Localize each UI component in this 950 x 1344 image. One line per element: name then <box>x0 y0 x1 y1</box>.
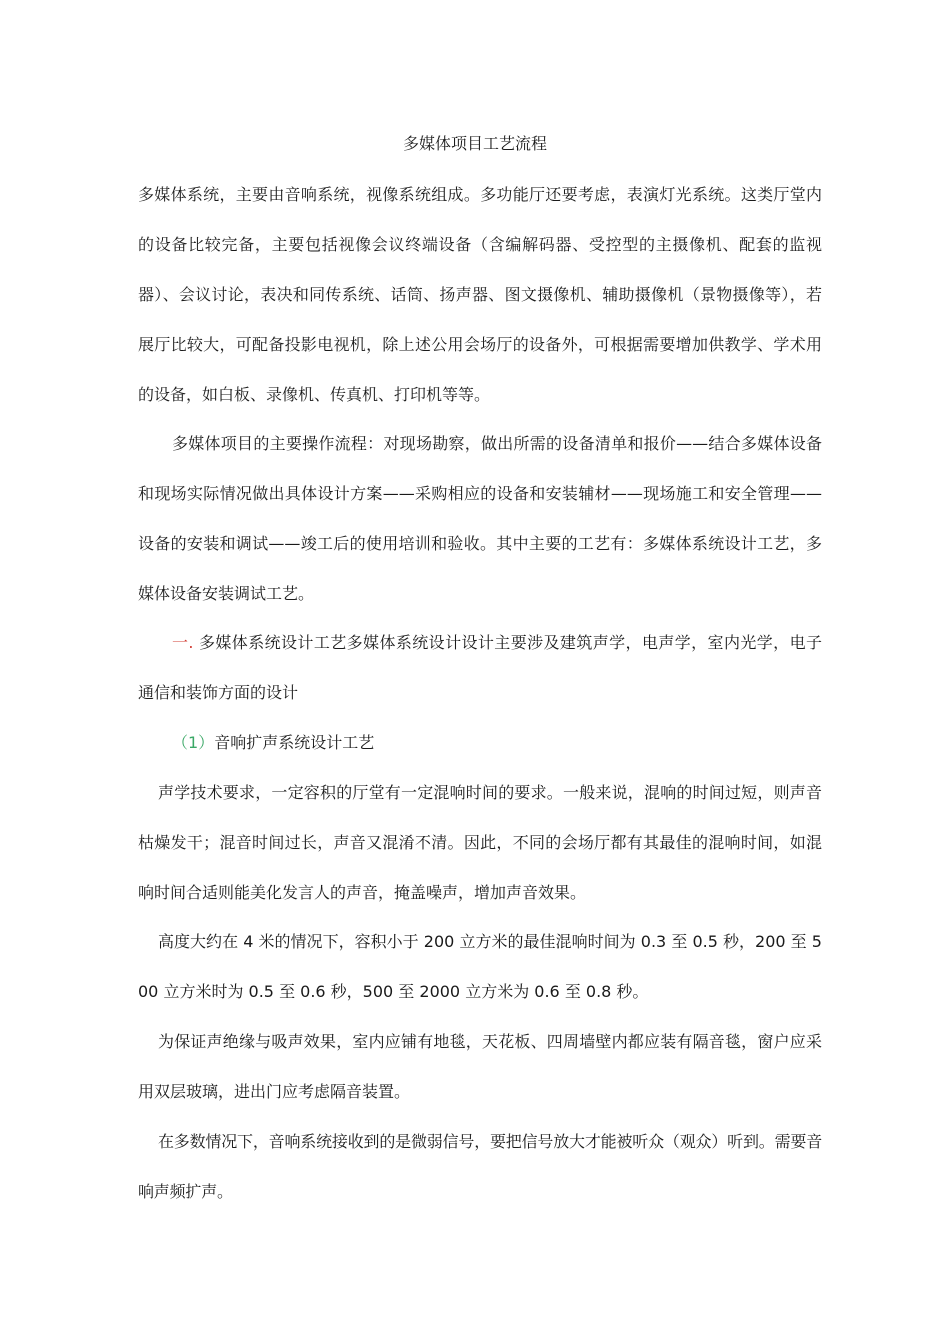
acoustic-requirements-paragraph: 声学技术要求，一定容积的厅堂有一定混响时间的要求。一般来说，混响的时间过短，则声音枯燥发干；混音时间过长，声音又混淆不清。因此，不同的会场厅都有其最佳的混响时间，如混响时间合适则能美化发言人的声音，掩盖噪声，增加声音效果。 <box>138 783 822 902</box>
subsection-heading <box>138 718 822 768</box>
intro-paragraph: 多媒体系统，主要由音响系统，视像系统组成。多功能厅还要考虑，表演灯光系统。这类厅堂内的设备比较完备，主要包括视像会议终端设备（含编解码器、受控型的主摄像机、配套的监视器）、会议讨论，表决和同传系统、话筒、扬声器、图文摄像机、辅助摄像机（景物摄像等），若展厅比较大，可配备投影电视机，除上述公用会场厅的设备外，可根据需要增加供教学、学术用的设备，如白板、录像机、传真机、打印机等等。 <box>138 185 822 404</box>
reverb-times-paragraph: 高度大约在 4 米的情况下，容积小于 200 立方米的最佳混响时间为 0.3 至 0.5 秒，200 至 500 立方米时为 0.5 至 0.6 秒，500 至 2000 立方米为 0.6 至 0.8 秒。 <box>138 932 822 1001</box>
document-title: 多媒体项目工艺流程 <box>402 134 547 153</box>
section-heading-text: 多媒体系统设计工艺多媒体系统设计设计主要涉及建筑声学，电声学，室内光学，电子通信和装饰方面的设计 <box>138 633 822 702</box>
section-heading <box>138 618 822 718</box>
insulation-paragraph: 为保证声绝缘与吸声效果，室内应铺有地毯，天花板、四周墙壁内都应装有隔音毯，窗户应采用双层玻璃，进出门应考虑隔音装置。 <box>138 1032 822 1101</box>
section-number: 一. <box>172 633 194 652</box>
amplification-paragraph: 在多数情况下，音响系统接收到的是微弱信号，要把信号放大才能被听众（观众）听到。需要音响声频扩声。 <box>138 1132 822 1201</box>
subsection-heading-text: 音响扩声系统设计工艺 <box>214 733 375 752</box>
process-paragraph: 多媒体项目的主要操作流程：对现场勘察，做出所需的设备清单和报价——结合多媒体设备和现场实际情况做出具体设计方案——采购相应的设备和安装辅材——现场施工和安全管理——设备的安装和调试——竣工后的使用培训和验收。其中主要的工艺有：多媒体系统设计工艺，多媒体设备安装调试工艺。 <box>138 434 822 603</box>
subsection-number: （1） <box>172 733 215 752</box>
